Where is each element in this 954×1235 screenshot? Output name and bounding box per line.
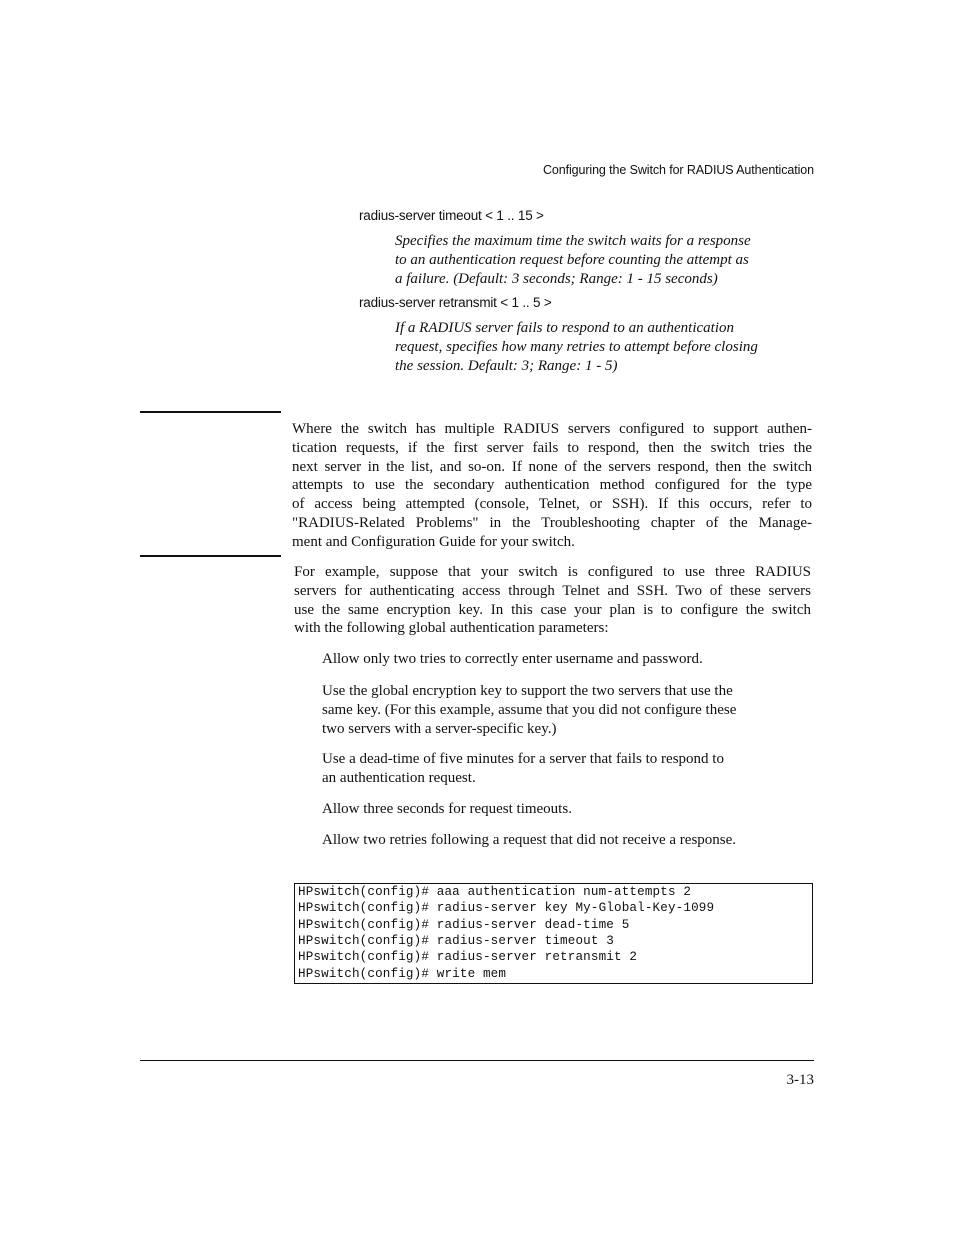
description-line: request, specifies how many retries to attempt before closing: [395, 339, 758, 355]
cli-command-line: HPswitch(config)# radius-server timeout 3: [298, 933, 615, 948]
note-bottom-rule: [140, 555, 281, 557]
description-line: to an authentication request before counting the attempt as: [395, 252, 749, 268]
note-line: next server in the list, and so-on. If none of the servers respond, then the switch: [292, 458, 812, 475]
param-name-timeout: radius-server timeout < 1 .. 15 >: [359, 208, 544, 223]
step-line: Allow two retries following a request that did not receive a response.: [322, 832, 737, 848]
cli-example-box: [294, 883, 813, 984]
step-item: [322, 682, 736, 738]
intro-line: with the following global authentication parameters:: [294, 620, 609, 637]
description-line: a failure. (Default: 3 seconds; Range: 1 - 15 seconds): [395, 271, 718, 287]
intro-line: For example, suppose that your switch is configured to use three RADIUS: [294, 564, 811, 580]
step-line: an authentication request.: [322, 769, 476, 786]
note-line: "RADIUS-Related Problems" in the Troubleshooting chapter of the Manage-: [292, 514, 812, 531]
step-line: same key. (For this example, assume that you did not configure these: [322, 701, 737, 718]
note-line: attempts to use the secondary authentication method configured for the type: [292, 477, 812, 494]
step-line: two servers with a server-specific key.): [322, 720, 557, 737]
param-description-timeout: [395, 232, 813, 289]
step-line: Use a dead-time of five minutes for a server that fails to respond to: [322, 751, 724, 767]
page-number: 3-13: [786, 1072, 814, 1088]
param-description-retransmit: [395, 319, 813, 376]
intro-line: use the same encryption key. In this case your plan is to configure the switch: [294, 601, 811, 618]
note-line: Where the switch has multiple RADIUS servers configured to support authen-: [292, 421, 812, 437]
example-intro-paragraph: [294, 563, 811, 638]
cli-command-line: HPswitch(config)# write mem: [298, 966, 507, 981]
cli-command-line: HPswitch(config)# radius-server retransmit 2: [298, 950, 638, 965]
footer-rule: [140, 1060, 814, 1061]
description-line: If a RADIUS server fails to respond to an authentication: [395, 320, 734, 336]
step-line: Allow only two tries to correctly enter username and password.: [322, 651, 703, 667]
note-line: ment and Configuration Guide for your switch.: [292, 533, 575, 550]
description-line: Specifies the maximum time the switch waits for a response: [395, 233, 751, 249]
step-item: [322, 831, 736, 850]
description-line: the session. Default: 3; Range: 1 - 5): [395, 358, 618, 374]
cli-command-line: HPswitch(config)# aaa authentication num-attempts 2: [298, 885, 692, 899]
step-line: Use the global encryption key to support the two servers that use the: [322, 683, 733, 699]
note-line: tication requests, if the first server fails to respond, then the switch tries the: [292, 439, 812, 456]
note-top-rule: [140, 411, 281, 413]
cli-command-line: HPswitch(config)# radius-server key My-Global-Key-1099: [298, 901, 715, 916]
note-line: of access being attempted (console, Telnet, or SSH). If this occurs, refer to: [292, 496, 812, 513]
param-name-retransmit: radius-server retransmit < 1 .. 5 >: [359, 295, 552, 310]
step-item: [322, 750, 724, 788]
step-item: [322, 800, 572, 819]
cli-command-line: HPswitch(config)# radius-server dead-time 5: [298, 917, 630, 932]
step-item: [322, 650, 703, 669]
intro-line: servers for authenticating access through Telnet and SSH. Two of these servers: [294, 582, 811, 599]
step-line: Allow three seconds for request timeouts.: [322, 801, 572, 817]
running-header: Configuring the Switch for RADIUS Authentication: [542, 163, 814, 177]
note-paragraph: [292, 420, 812, 552]
